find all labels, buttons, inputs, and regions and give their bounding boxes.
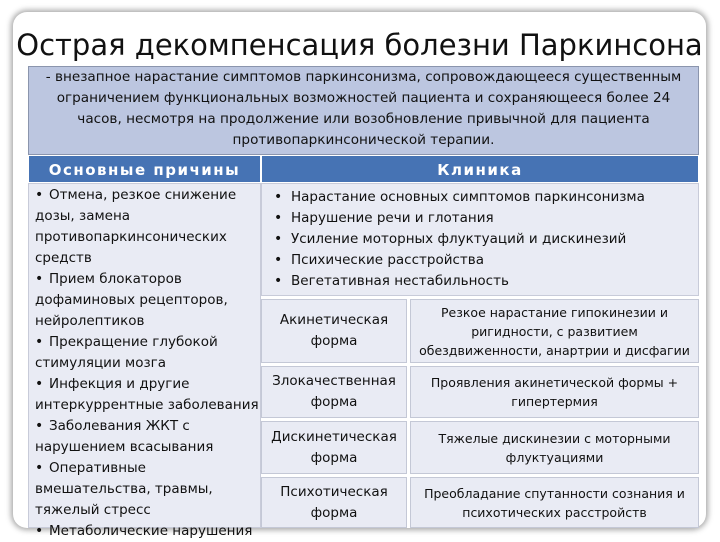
form-description: Проявления акинетической формы + гипертермия: [410, 366, 699, 418]
form-description: Резкое нарастание гипокинезии и ригидности, с развитием обездвиженности, анартрии и дисфагии: [410, 299, 699, 363]
definition-box: - внезапное нарастание симптомов паркинсонизма, сопровождающееся существенным ограничением функциональных возможностей пациента и сохраняющееся более 24 часов, несмотря на продолжение или возобновление привычной для пациента противопаркинсонической терапии.: [28, 66, 699, 155]
form-description: Тяжелые дискинезии с моторными флуктуациями: [410, 421, 699, 474]
form-row-psychotic: [261, 477, 699, 528]
form-row-dyskinetic: [261, 421, 699, 474]
causes-column: [28, 183, 261, 539]
bullet-icon: •: [274, 231, 283, 247]
list-item: • Прием блокаторов дофаминовых рецепторов, нейролептиков: [35, 271, 228, 329]
list-item: • Нарастание основных симптомов паркинсонизма: [274, 187, 698, 208]
list-item: • Прекращение глубокой стимуляции мозга: [35, 334, 218, 371]
form-row-akinetic: [261, 299, 699, 363]
form-description: Преобладание спутанности сознания и психотических расстройств: [410, 477, 699, 528]
list-item: • Вегетативная нестабильность: [274, 271, 698, 292]
clinic-header: Клиника: [261, 155, 699, 183]
bullet-icon: •: [274, 273, 283, 289]
form-name: Акинетическая форма: [261, 299, 407, 363]
list-item: • Нарушение речи и глотания: [274, 208, 698, 229]
bullet-icon: •: [35, 271, 44, 287]
list-item: • Метаболические нарушения: [35, 521, 260, 542]
bullet-icon: •: [274, 210, 283, 226]
bullet-icon: •: [35, 376, 44, 392]
bullet-icon: •: [274, 252, 283, 268]
bullet-icon: •: [35, 418, 44, 434]
form-name: Злокачественная форма: [261, 366, 407, 418]
list-item: • Отмена, резкое снижение дозы, замена противопаркинсонических средств: [35, 187, 237, 266]
list-item: • Инфекция и другие интеркуррентные заболевания: [35, 376, 259, 413]
causes-list: [35, 185, 260, 542]
form-name: Дискинетическая форма: [261, 421, 407, 474]
clinic-column: [261, 183, 699, 296]
list-item: • Психические расстройства: [274, 250, 698, 271]
form-name: Психотическая форма: [261, 477, 407, 528]
bullet-icon: •: [35, 523, 44, 539]
forms-table: [261, 296, 699, 528]
form-row-malignant: [261, 366, 699, 418]
bullet-icon: •: [35, 187, 44, 203]
bullet-icon: •: [35, 460, 44, 476]
causes-header: Основные причины: [28, 155, 261, 183]
bullet-icon: •: [274, 189, 283, 205]
clinic-list: [274, 187, 698, 292]
bullet-icon: •: [35, 334, 44, 350]
list-item: • Усиление моторных флуктуаций и дискинезий: [274, 229, 698, 250]
list-item: • Оперативные вмешательства, травмы, тяжелый стресс: [35, 460, 213, 518]
page-title: Острая декомпенсация болезни Паркинсона: [16, 28, 703, 62]
list-item: • Заболевания ЖКТ с нарушением всасывания: [35, 418, 214, 455]
